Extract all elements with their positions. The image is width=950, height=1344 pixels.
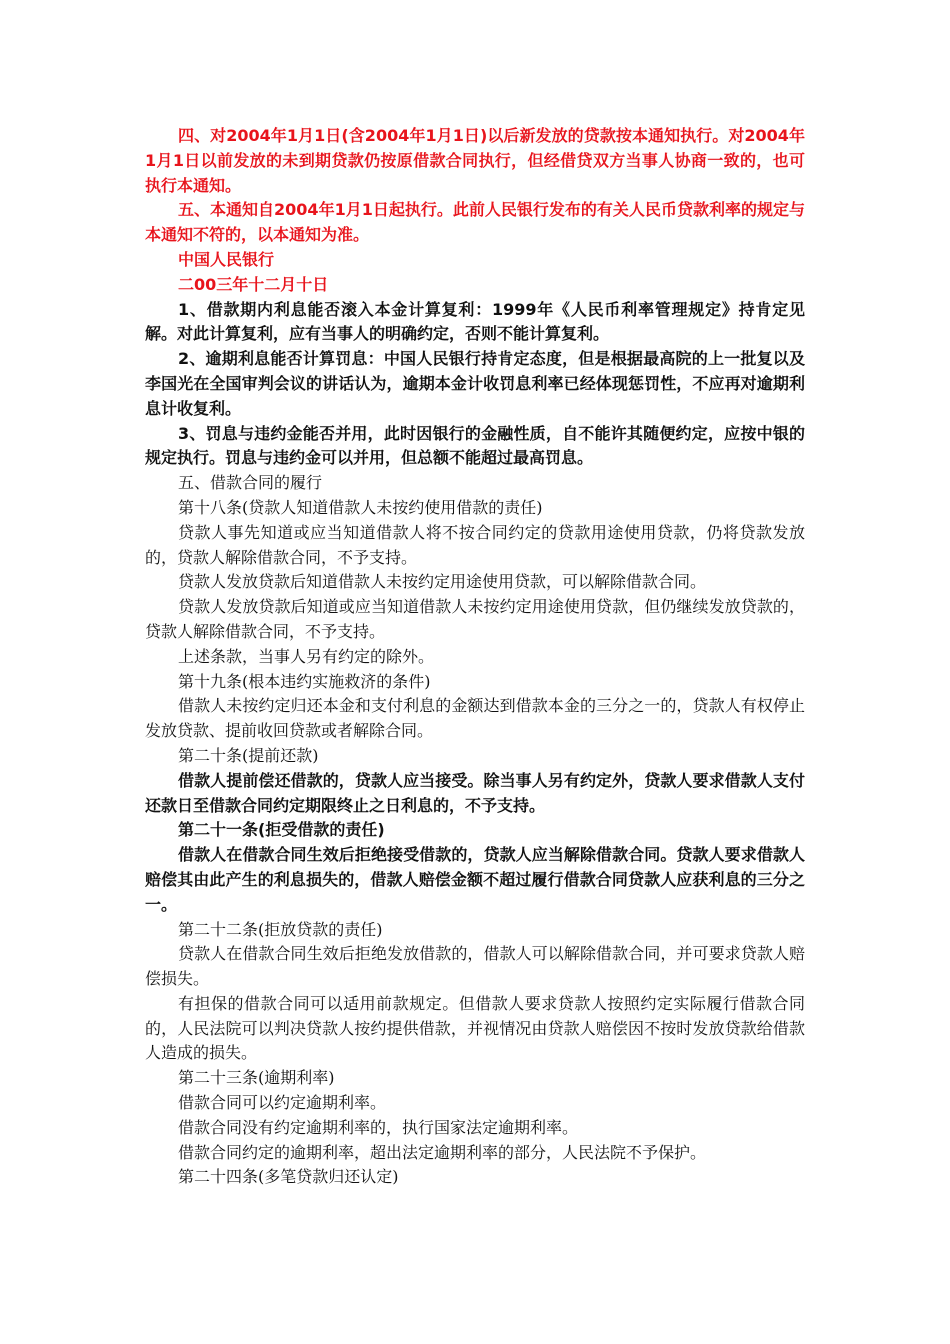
- section-heading-performance: 五、借款合同的履行: [178, 473, 323, 493]
- note-penalty-interest: 2、逾期利息能否计算罚息：中国人民银行持肯定态度，但是根据最高院的上一批复以及李国光在全国审判会议的讲话认为，逾期本金计收罚息利率已经体现惩罚性，不应再对逾期利息计收复利。: [145, 349, 805, 418]
- article-23-para-1: 借款合同可以约定逾期利率。: [178, 1093, 387, 1113]
- article-20-title: 第二十条(提前还款): [178, 745, 319, 765]
- article-24-title: 第二十四条(多笔贷款归还认定): [178, 1167, 399, 1187]
- article-18-para-1: 贷款人事先知道或应当知道借款人将不按合同约定的贷款用途使用贷款，仍将贷款发放的，贷款人解除借款合同，不予支持。: [145, 522, 805, 567]
- article-22-title: 第二十二条(拒放贷款的责任): [178, 919, 383, 939]
- article-18-para-2: 贷款人发放贷款后知道借款人未按约定用途使用贷款，可以解除借款合同。: [178, 572, 707, 592]
- article-23-para-2: 借款合同没有约定逾期利率的，执行国家法定逾期利率。: [178, 1117, 579, 1137]
- article-18-title: 第十八条(贷款人知道借款人未按约使用借款的责任): [178, 497, 543, 517]
- article-23-title: 第二十三条(逾期利率): [178, 1068, 335, 1088]
- article-23-para-3: 借款合同约定的逾期利率，超出法定逾期利率的部分，人民法院不予保护。: [178, 1142, 707, 1162]
- article-18-para-3: 贷款人发放贷款后知道或应当知道借款人未按约定用途使用贷款，但仍继续发放贷款的，贷款人解除借款合同，不予支持。: [145, 597, 805, 641]
- article-18-para-4: 上述条款，当事人另有约定的除外。: [178, 646, 435, 666]
- issuer-name: 中国人民银行: [178, 249, 275, 269]
- article-19-para-1: 借款人未按约定归还本金和支付利息的金额达到借款本金的三分之一的，贷款人有权停止发放贷款、提前收回贷款或者解除合同。: [145, 696, 805, 741]
- note-compound-interest: 1、借款期内利息能否滚入本金计算复利：1999年《人民币利率管理规定》持肯定见解。对此计算复利，应有当事人的明确约定，否则不能计算复利。: [145, 299, 805, 344]
- notice-clause-5: 五、本通知自2004年1月1日起执行。此前人民银行发布的有关人民币贷款利率的规定与本通知不符的，以本通知为准。: [145, 200, 805, 245]
- notice-clause-4: 四、对2004年1月1日(含2004年1月1日)以后新发放的贷款按本通知执行。对2004年1月1日以前发放的未到期贷款仍按原借款合同执行，但经借贷双方当事人协商一致的，也可执行本通知。: [145, 126, 805, 195]
- note-penalty-and-liquidated-damages: 3、罚息与违约金能否并用，此时因银行的金融性质，自不能许其随便约定，应按中银的规定执行。罚息与违约金可以并用，但总额不能超过最高罚息。: [145, 423, 805, 468]
- issue-date: 二00三年十二月十日: [178, 274, 329, 294]
- document-page: [145, 124, 805, 1190]
- article-21-para-1: 借款人在借款合同生效后拒绝接受借款的，贷款人应当解除借款合同。贷款人要求借款人赔偿其由此产生的利息损失的，借款人赔偿金额不超过履行借款合同贷款人应获利息的三分之一。: [145, 845, 805, 914]
- article-22-para-1: 贷款人在借款合同生效后拒绝发放借款的，借款人可以解除借款合同，并可要求贷款人赔偿损失。: [145, 944, 805, 989]
- article-20-para-1: 借款人提前偿还借款的，贷款人应当接受。除当事人另有约定外，贷款人要求借款人支付还款日至借款合同约定期限终止之日利息的，不予支持。: [145, 770, 805, 815]
- article-19-title: 第十九条(根本违约实施救济的条件): [178, 671, 431, 691]
- article-22-para-2: 有担保的借款合同可以适用前款规定。但借款人要求贷款人按照约定实际履行借款合同的，人民法院可以判决贷款人按约提供借款，并视情况由贷款人赔偿因不按时发放贷款给借款人造成的损失。: [145, 993, 805, 1063]
- article-21-title: 第二十一条(拒受借款的责任): [178, 820, 385, 840]
